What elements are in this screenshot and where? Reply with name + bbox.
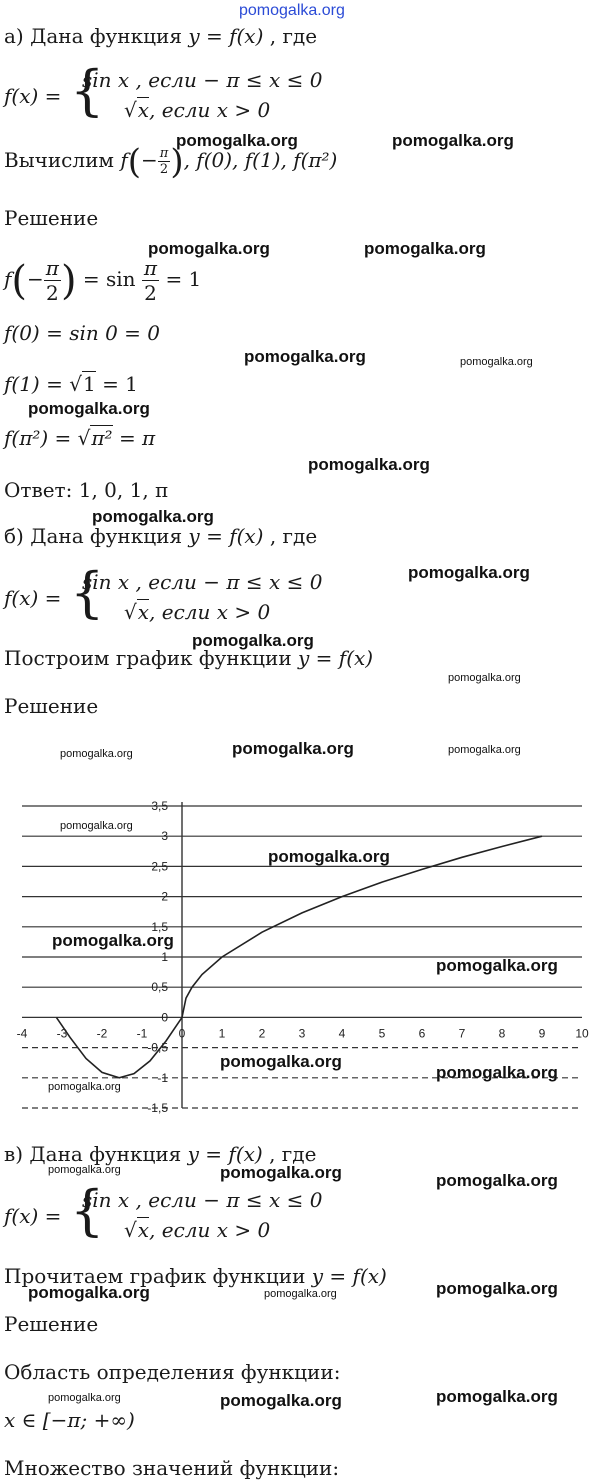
part-b-build <box>4 646 373 670</box>
x-tick-label: 9 <box>538 1026 546 1041</box>
part-b-case2: √x, если x > 0 <box>124 600 271 624</box>
x-tick-label: -3 <box>56 1026 68 1041</box>
watermark-link[interactable]: pomogalka.org <box>232 739 354 758</box>
watermark-link[interactable]: pomogalka.org <box>48 1164 121 1176</box>
part-a-line4-end: = π <box>118 426 156 450</box>
part-a-case2-rad: x <box>137 98 150 122</box>
x-tick-label: -1 <box>136 1026 148 1041</box>
x-tick-label: -4 <box>16 1026 28 1041</box>
part-a-brace: { <box>70 59 105 122</box>
part-b-case1: sin x , если − π ≤ x ≤ 0 <box>82 570 323 594</box>
part-c-intro-tail: , где <box>269 1142 317 1166</box>
part-a-intro <box>4 24 317 48</box>
y-tick-label: 0,5 <box>151 980 168 995</box>
watermark-link[interactable]: pomogalka.org <box>436 1063 558 1082</box>
part-c-read-eq: y = f(x) <box>311 1264 387 1288</box>
watermark-link[interactable]: pomogalka.org <box>436 1279 558 1298</box>
watermark-link[interactable]: pomogalka.org <box>268 847 390 866</box>
part-a-intro-eq: y = f(x) <box>188 24 264 48</box>
watermark-link[interactable]: pomogalka.org <box>48 1081 121 1093</box>
y-tick-label: 1,5 <box>151 919 168 934</box>
part-c-domain-label: Область определения функции: <box>4 1360 341 1384</box>
part-c-solution-heading: Решение <box>4 1312 99 1336</box>
y-tick-label: -0,5 <box>147 1040 168 1055</box>
part-a-compute-tail: , f(0), f(1), f(π²) <box>183 148 338 172</box>
part-a-line1-end: = 1 <box>165 267 202 291</box>
watermark-link[interactable]: pomogalka.org <box>60 820 133 832</box>
part-b-intro-eq: y = f(x) <box>188 524 264 548</box>
watermark-link[interactable]: pomogalka.org <box>92 507 214 526</box>
x-tick-label: 1 <box>218 1026 226 1041</box>
part-a-line2: f(0) = sin 0 = 0 <box>4 321 161 345</box>
part-b-solution-heading: Решение <box>4 694 99 718</box>
part-b-f-lhs: f(x) = <box>4 586 62 610</box>
y-tick-label: 2,5 <box>151 859 168 874</box>
part-a-line1: f(− $\frac{\pi}{2}$ ) = sin $\frac{\pi}{2}$ = 1 <box>4 256 202 305</box>
part-a-case1: sin x , если − π ≤ x ≤ 0 <box>82 68 323 92</box>
part-b-intro-tail: , где <box>269 524 318 548</box>
part-a-compute: Вычислим f(− $\frac{\pi}{2}$ ), f(0), f(1), f(π²) <box>4 141 338 182</box>
y-tick-label: 0 <box>161 1010 168 1025</box>
watermark-link[interactable]: pomogalka.org <box>192 631 314 650</box>
part-c-case1: sin x , если − π ≤ x ≤ 0 <box>82 1188 323 1212</box>
part-a-case2: √x, если x > 0 <box>124 98 271 122</box>
y-tick-label: 2 <box>161 889 168 904</box>
part-a-answer: Ответ: 1, 0, 1, π <box>4 478 169 502</box>
part-b-case2-rad: x <box>137 600 150 624</box>
part-a-line4-lhs: f(π²) = <box>4 426 72 450</box>
watermark-link[interactable]: pomogalka.org <box>436 1171 558 1190</box>
watermark-link[interactable]: pomogalka.org <box>448 672 521 684</box>
part-b-case2-tail: , если x > 0 <box>149 600 271 624</box>
part-b-build-eq: y = f(x) <box>298 646 374 670</box>
y-tick-label: 3 <box>161 829 168 844</box>
watermark-link[interactable]: pomogalka.org <box>436 956 558 975</box>
y-tick-label: 1 <box>161 950 168 964</box>
y-tick-label: -1,5 <box>147 1101 168 1115</box>
watermark-link[interactable]: pomogalka.org <box>460 356 533 368</box>
part-a-solution-heading: Решение <box>4 206 99 230</box>
watermark-link[interactable]: pomogalka.org <box>28 1283 150 1302</box>
watermark-link[interactable]: pomogalka.org <box>364 239 486 258</box>
part-a-line1-rhs: = sin <box>82 267 136 291</box>
part-a-compute-label: Вычислим <box>4 148 114 172</box>
part-a-line4-rad: π² <box>91 426 113 450</box>
part-a-intro-tail: , где <box>269 24 318 48</box>
part-c-intro-eq: y = f(x) <box>187 1142 263 1166</box>
watermark-link[interactable]: pomogalka.org <box>408 563 530 582</box>
x-tick-label: 10 <box>575 1026 589 1041</box>
part-c-case2-rad: x <box>137 1218 150 1242</box>
watermark-link[interactable]: pomogalka.org <box>308 455 430 474</box>
x-tick-label: 2 <box>258 1026 266 1041</box>
watermark-link[interactable]: pomogalka.org <box>436 1387 558 1406</box>
watermark-link[interactable]: pomogalka.org <box>392 131 514 150</box>
x-tick-label: 8 <box>498 1026 506 1041</box>
part-b-build-label: Построим график функции <box>4 646 292 670</box>
watermark-link[interactable]: pomogalka.org <box>220 1052 342 1071</box>
watermark-link[interactable]: pomogalka.org <box>176 131 298 150</box>
part-c-range-label: Множество значений функции: <box>4 1456 340 1480</box>
part-c-case2: √x, если x > 0 <box>124 1218 271 1242</box>
watermark-link[interactable]: pomogalka.org <box>448 744 521 756</box>
x-tick-label: 5 <box>378 1026 386 1041</box>
x-tick-label: 7 <box>458 1026 466 1041</box>
part-a-case2-tail: , если x > 0 <box>149 98 271 122</box>
part-c-read-label: Прочитаем график функции <box>4 1264 306 1288</box>
watermark-link[interactable]: pomogalka.org <box>60 748 133 760</box>
part-a-intro-label: а) Дана функция <box>4 24 182 48</box>
x-tick-label: 4 <box>338 1026 346 1041</box>
part-c-brace: { <box>70 1179 105 1242</box>
x-tick-label: -2 <box>96 1026 108 1041</box>
part-a-line3: f(1) = √1 = 1 <box>4 372 138 396</box>
x-tick-label: 3 <box>298 1026 306 1041</box>
watermark-link[interactable]: pomogalka.org <box>220 1391 342 1410</box>
x-tick-label: 0 <box>178 1026 186 1041</box>
part-b-intro-label: б) Дана функция <box>4 524 183 548</box>
part-c-case2-tail: , если x > 0 <box>149 1218 271 1242</box>
watermark-link[interactable]: pomogalka.org <box>48 1392 121 1404</box>
part-a-f-lhs: f(x) = <box>4 84 62 108</box>
y-tick-label: 3,5 <box>151 799 168 813</box>
part-b-intro <box>4 524 317 548</box>
watermark-top[interactable]: pomogalka.org <box>239 2 345 19</box>
part-c-intro-label: в) Дана функция <box>4 1142 182 1166</box>
part-a-line3-end: = 1 <box>102 372 138 396</box>
watermark-link[interactable]: pomogalka.org <box>52 931 174 950</box>
part-a-line3-rad: 1 <box>82 372 96 396</box>
part-b-brace: { <box>70 561 105 624</box>
watermark-link[interactable]: pomogalka.org <box>264 1288 337 1300</box>
y-tick-label: -1 <box>157 1070 168 1085</box>
part-a-line3-lhs: f(1) = <box>4 372 63 396</box>
watermark-link[interactable]: pomogalka.org <box>148 239 270 258</box>
x-tick-label: 6 <box>418 1026 426 1041</box>
part-a-line4: f(π²) = √π² = π <box>4 426 156 450</box>
watermark-link[interactable]: pomogalka.org <box>28 399 150 418</box>
watermark-link[interactable]: pomogalka.org <box>220 1163 342 1182</box>
part-c-domain-value: x ∈ [−π; +∞) <box>4 1408 135 1432</box>
part-c-f-lhs: f(x) = <box>4 1204 62 1228</box>
watermark-link[interactable]: pomogalka.org <box>244 347 366 366</box>
